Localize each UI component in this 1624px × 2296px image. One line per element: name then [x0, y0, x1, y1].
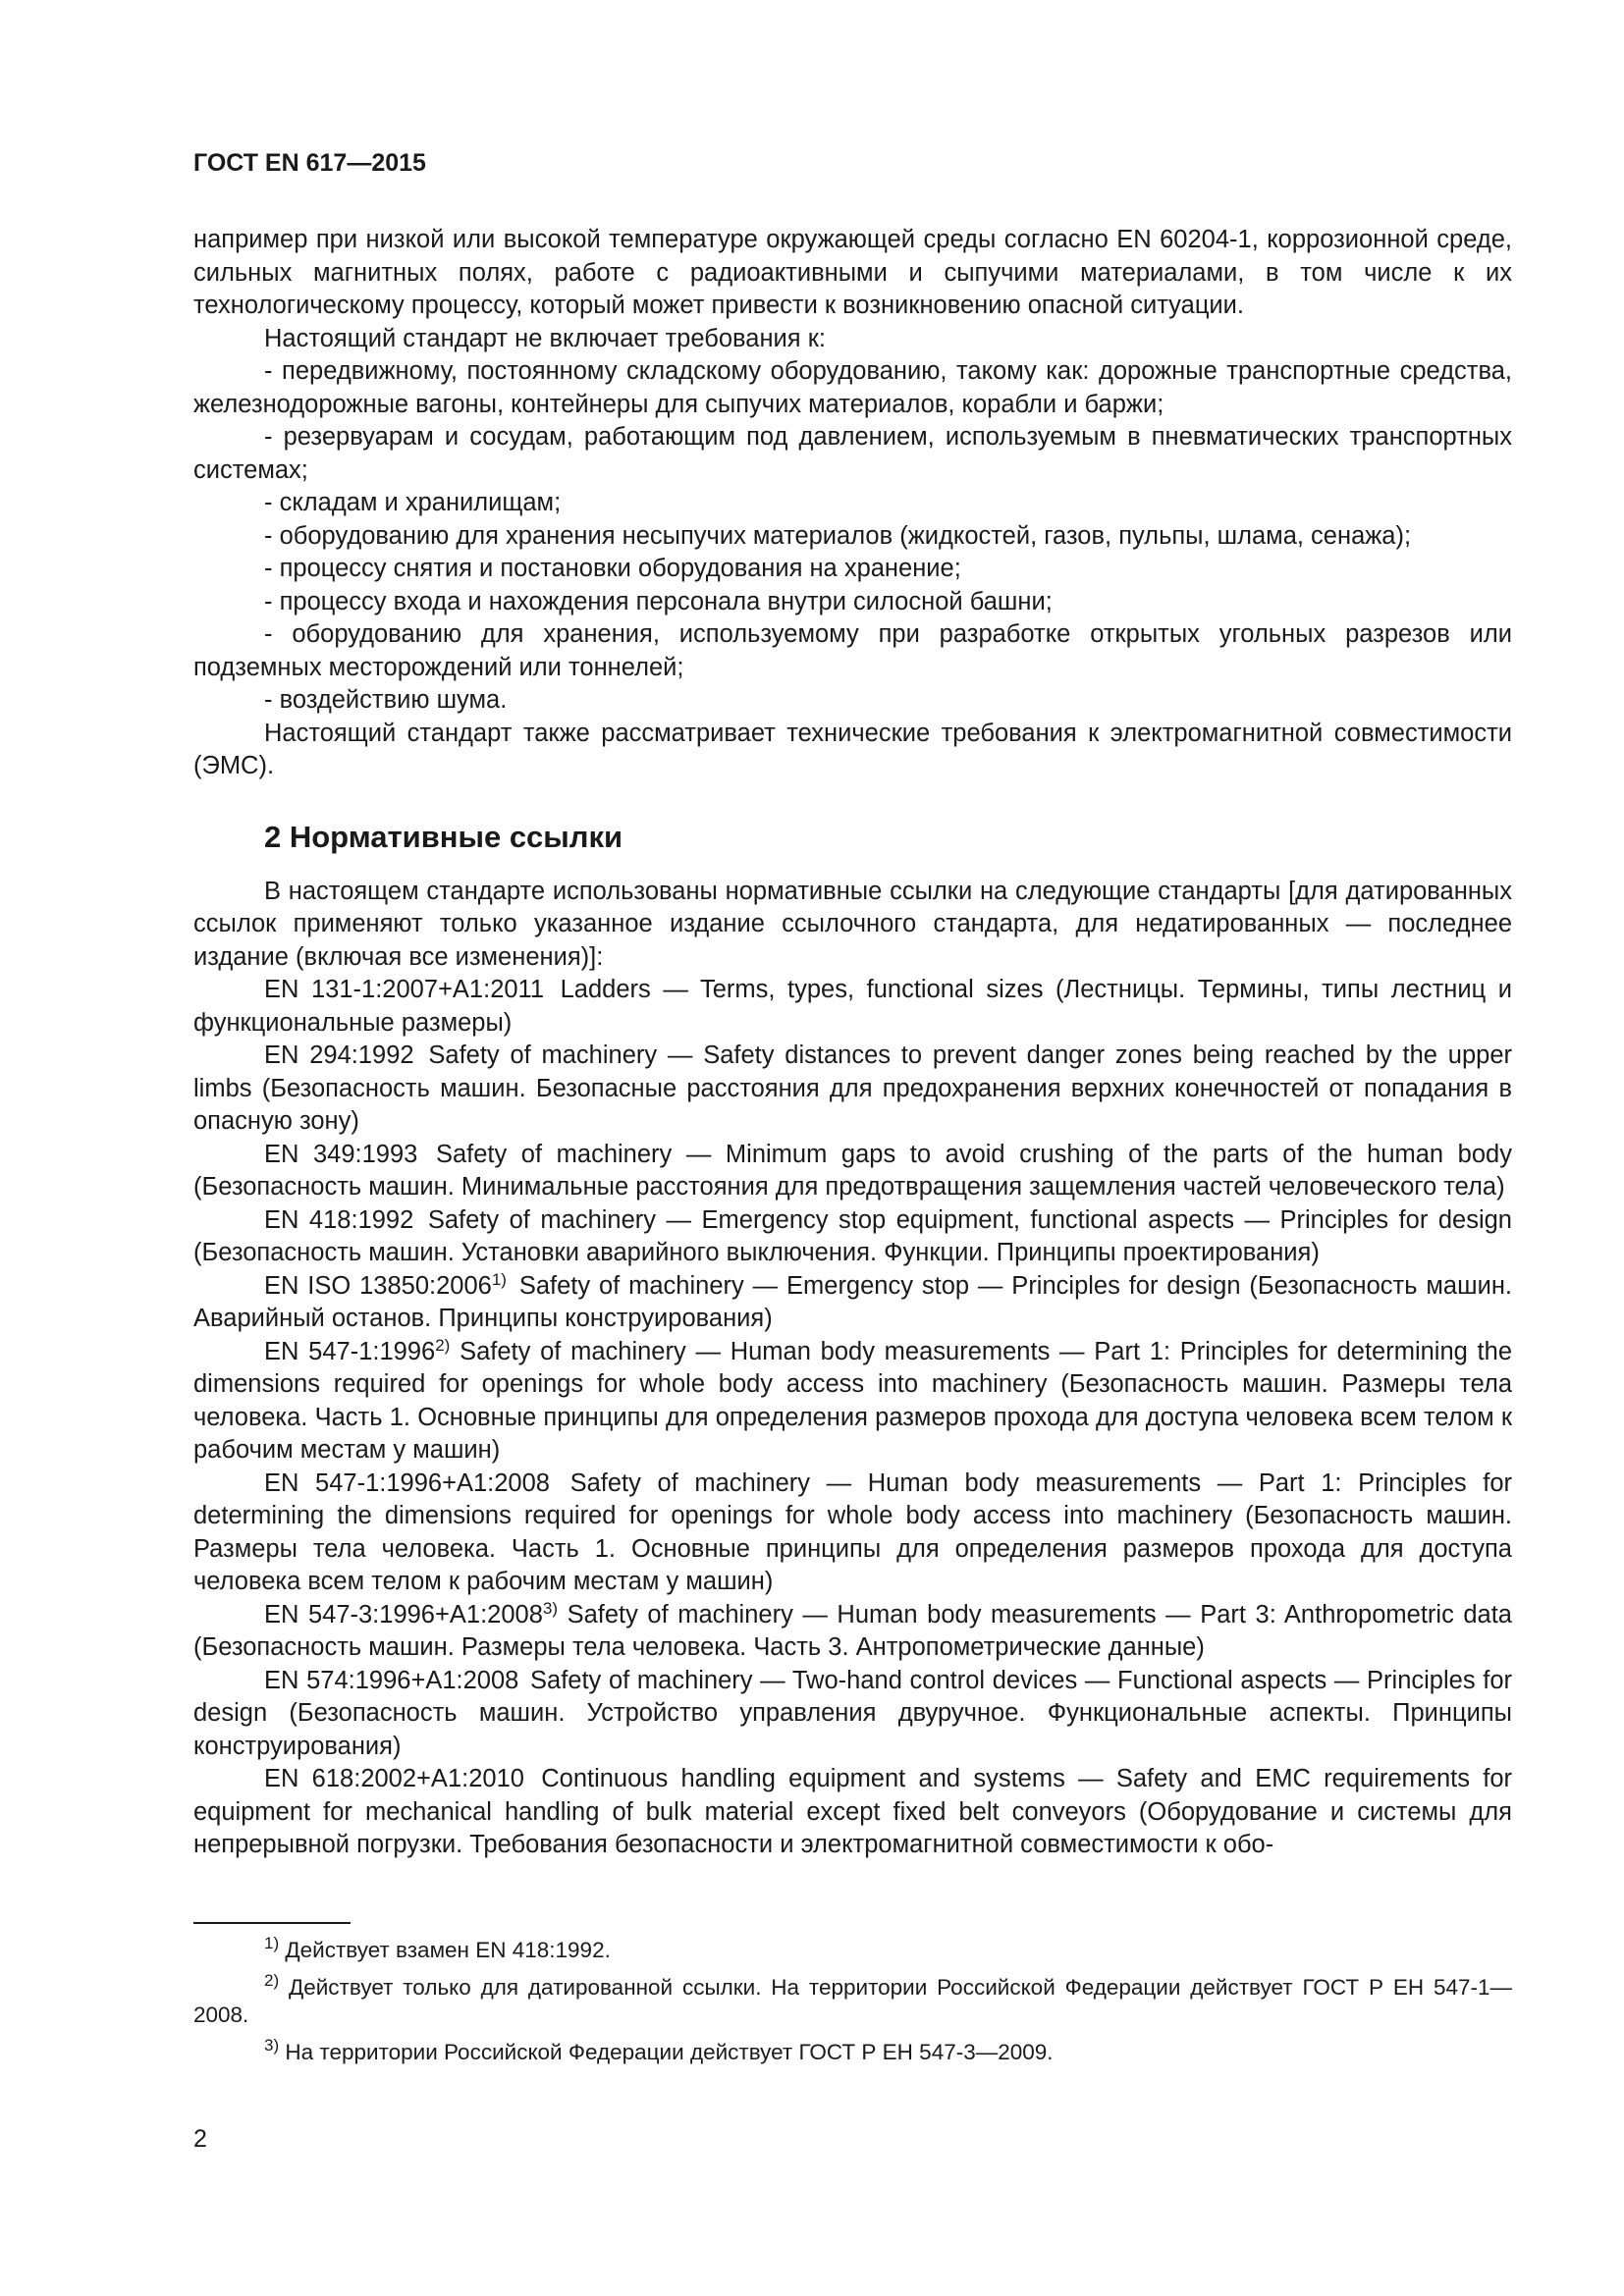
exclusion-item: - оборудованию для хранения, используемому при разработке открытых угольных разрезов или подземных месторождений или тоннелей; — [193, 620, 1512, 681]
footnote — [193, 1971, 1512, 2029]
section-2-intro: В настоящем стандарте использованы нормативные ссылки на следующие стандарты [для датированных ссылок применяют только указанное издание ссылочного стандарта, для недатированных — последнее издание (включая все изменения)]: — [193, 877, 1512, 971]
footnote-marker: 3) — [542, 1598, 559, 1618]
reference-code: EN 618:2002+A1:2010 — [264, 1765, 524, 1792]
exclusion-item: - передвижному, постоянному складскому оборудованию, такому как: дорожные транспортные средства, железнодорожные вагоны, контейнеры для сыпучих материалов, корабли и баржи; — [193, 357, 1512, 418]
reference-text: Safety of machinery — Human body measurements — Part 1: Principles for determining the dimensions required for openings for whole body access into machinery (Безопасность машин. Размеры тела человека. Часть 1. Основные принципы для определения размеров прохода для доступа человека всем телом к рабочим местам у машин) — [193, 1337, 1512, 1464]
footnote — [193, 2036, 1512, 2066]
reference-item — [193, 1270, 1512, 1336]
reference-code: EN 547-3:1996+A1:2008 — [264, 1600, 543, 1629]
main-text — [193, 224, 1512, 1862]
footnote-text: На территории Российской Федерации действует ГОСТ Р ЕН 547-3—2009. — [285, 2040, 1054, 2064]
exclusion-item: - оборудованию для хранения несыпучих материалов (жидкостей, газов, пульпы, шлама, сенажа); — [264, 521, 1412, 550]
exclusions-lead: Настоящий стандарт не включает требования к: — [264, 324, 826, 352]
reference-item — [193, 974, 1512, 1040]
document-header: ГОСТ EN 617—2015 — [193, 149, 426, 177]
reference-text: Safety of machinery — Safety distances to prevent danger zones being reached by the upper limbs (Безопасность машин. Безопасные расстояния для предохранения верхних конечностей от попадания в опасную зону) — [193, 1041, 1512, 1135]
reference-text: Safety of machinery — Human body measurements — Part 1: Principles for determining the dimensions required for openings for whole body access into machinery (Безопасность машин. Размеры тела человека. Часть 1. Основные принципы для определения размеров прохода для доступа человека всем телом к рабочим местам у машин) — [193, 1468, 1512, 1595]
footnote-text: Действует взамен EN 418:1992. — [285, 1938, 611, 1962]
emc-note: Настоящий стандарт также рассматривает технические требования к электромагнитной совместимости (ЭМС). — [193, 719, 1512, 779]
reference-item — [193, 1336, 1512, 1468]
exclusion-item: - процессу снятия и постановки оборудования на хранение; — [264, 555, 961, 582]
footnote-mark: 1) — [264, 1934, 280, 1952]
reference-code: EN 294:1992 — [264, 1041, 414, 1069]
reference-text: Safety of machinery — Emergency stop equipment, functional aspects — Principles for design (Безопасность машин. Установки аварийного выключения. Функции. Принципы проектирования) — [193, 1205, 1512, 1266]
footnote-mark: 2) — [264, 1971, 280, 1990]
reference-code: EN ISO 13850:2006 — [264, 1271, 492, 1300]
reference-text: Continuous handling equipment and systems — Safety and EMC requirements for equipment for mechanical handling of bulk material except fixed belt conveyors (Оборудование и системы для непрерывной погрузки. Требования безопасности и электромагнитной совместимости к обо- — [193, 1765, 1512, 1858]
reference-code: EN 418:1992 — [264, 1205, 414, 1234]
exclusion-item: - воздействию шума. — [264, 686, 508, 714]
page-number: 2 — [193, 2125, 207, 2153]
reference-text: Safety of machinery — Emergency stop — Principles for design (Безопасность машин. Аварийный останов. Принципы конструирования) — [193, 1271, 1512, 1332]
footnote-mark: 3) — [264, 2036, 280, 2055]
reference-text: Safety of machinery — Human body measurements — Part 3: Anthropometric data (Безопасность машин. Размеры тела человека. Часть 3. Антропометрические данные) — [193, 1600, 1512, 1661]
footnote-marker: 1) — [491, 1269, 507, 1289]
reference-item — [193, 1763, 1512, 1862]
reference-text: Safety of machinery — Minimum gaps to avoid crushing of the parts of the human body (Безопасность машин. Минимальные расстояния для предотвращения защемления частей человеческого тела) — [193, 1140, 1512, 1201]
reference-item — [193, 1468, 1512, 1599]
reference-code: EN 349:1993 — [264, 1140, 418, 1168]
exclusion-item: - процессу входа и нахождения персонала внутри силосной башни; — [264, 587, 1053, 615]
reference-code: EN 131-1:2007+A1:2011 — [264, 976, 545, 1003]
footnote-marker: 2) — [435, 1335, 451, 1355]
reference-item — [193, 1599, 1512, 1665]
reference-code: EN 574:1996+A1:2008 — [264, 1666, 519, 1694]
footnote — [193, 1934, 1512, 1964]
footnote-text: Действует только для датированной ссылки. На территории Российской Федерации действует ГОСТ Р ЕН 547-1—2008. — [193, 1975, 1512, 2027]
reference-item — [193, 1665, 1512, 1764]
exclusion-item: - резервуарам и сосудам, работающим под давлением, используемым в пневматических транспортных системах; — [193, 423, 1512, 484]
footnote-separator — [193, 1922, 351, 1924]
reference-item — [193, 1139, 1512, 1204]
reference-text: Ladders — Terms, types, functional sizes (Лестницы. Термины, типы лестниц и функциональные размеры) — [193, 976, 1512, 1037]
intro-continued-paragraph: например при низкой или высокой температуре окружающей среды согласно EN 60204-1, коррозионной среде, сильных магнитных полях, работе с радиоактивными и сыпучими материалами, в том числе к их технологическому процессу, который может привести к возникновению опасной ситуации. — [193, 226, 1512, 319]
footnotes — [193, 1934, 1512, 2076]
reference-code: EN 547-1:1996+A1:2008 — [264, 1468, 550, 1497]
reference-item — [193, 1040, 1512, 1139]
exclusion-item: - складам и хранилищам; — [264, 489, 562, 516]
section-2-title: 2 Нормативные ссылки — [264, 819, 623, 854]
reference-text: Safety of machinery — Two-hand control devices — Functional aspects — Principles for design (Безопасность машин. Устройство управления двуручное. Функциональные аспекты. Принципы конструирования) — [193, 1666, 1512, 1760]
reference-item — [193, 1204, 1512, 1270]
reference-code: EN 547-1:1996 — [264, 1337, 436, 1365]
